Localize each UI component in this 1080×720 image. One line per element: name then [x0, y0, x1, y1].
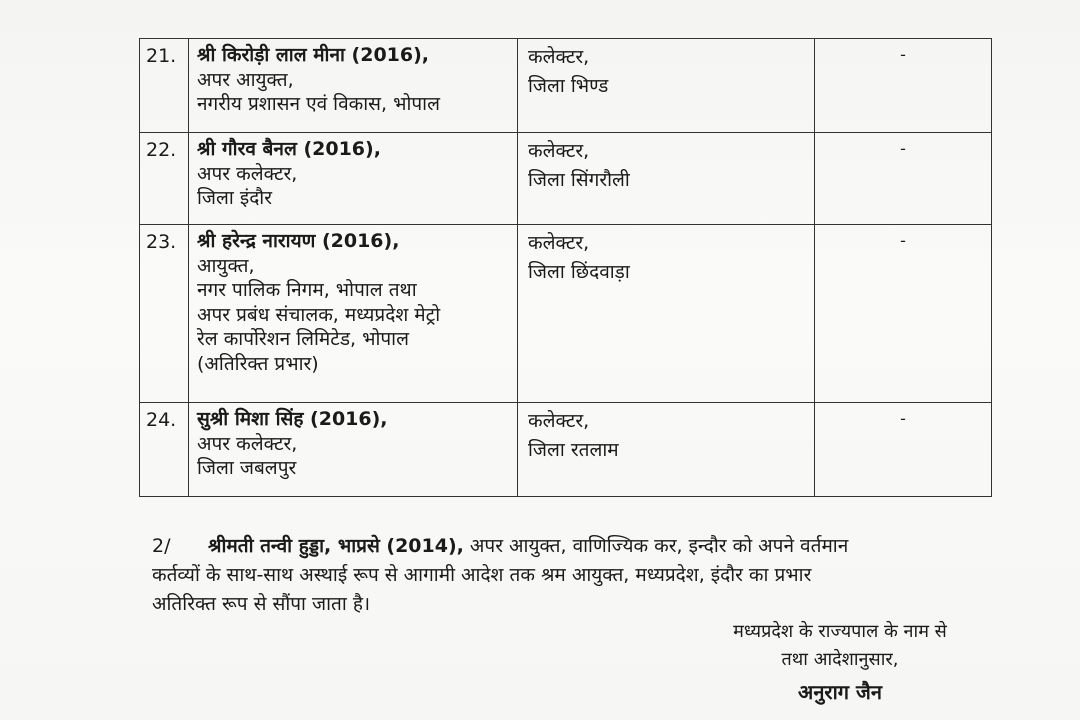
current-post-line: जिला जबलपुर	[197, 457, 297, 479]
table-row	[140, 403, 992, 497]
current-post-line: अपर प्रबंध संचालक, मध्यप्रदेश मेट्रो	[197, 303, 441, 326]
serial-number: 22.	[146, 139, 177, 161]
serial-number: 24.	[146, 409, 177, 431]
officer-name: सुश्री मिशा सिंह (2016),	[197, 408, 388, 430]
remark: -	[900, 409, 906, 428]
paragraph-text: कर्तव्यों के साथ-साथ अस्थाई रूप से आगामी आदेश तक श्रम आयुक्त, मध्यप्रदेश, इंदौर का प्रभार	[152, 564, 812, 586]
signature-block	[690, 618, 990, 706]
new-post-line: जिला रतलाम	[528, 439, 619, 461]
current-post-line: अपर आयुक्त,	[197, 68, 294, 91]
transfer-table	[139, 38, 992, 497]
signatory-name: अनुराग जैन	[798, 680, 882, 704]
current-post-line: अपर कलेक्टर,	[197, 162, 298, 185]
order-paragraph	[152, 532, 988, 619]
table-row	[140, 225, 992, 403]
remark: -	[900, 139, 906, 158]
new-post-line: जिला छिंदवाड़ा	[528, 261, 630, 283]
new-post-line: कलेक्टर,	[528, 410, 590, 432]
paragraph-officer-name: श्रीमती तन्वी हुड्डा, भाप्रसे (2014),	[208, 535, 464, 557]
current-post-line: रेल कार्पोरेशन लिमिटेड, भोपाल	[197, 328, 409, 350]
new-post-line: कलेक्टर,	[528, 232, 590, 254]
remark: -	[900, 231, 906, 250]
officer-name: श्री किरोड़ी लाल मीना (2016),	[197, 44, 430, 66]
new-post-line: कलेक्टर,	[528, 140, 590, 162]
current-post-line: अपर कलेक्टर,	[197, 432, 298, 455]
paragraph-number: 2/	[152, 535, 171, 557]
current-post-line: (अतिरिक्त प्रभार)	[197, 352, 319, 375]
table-row	[140, 39, 992, 133]
serial-number: 23.	[146, 231, 177, 253]
new-post-line: जिला सिंगरौली	[528, 169, 630, 191]
current-post-line: नगर पालिक निगम, भोपाल तथा	[197, 279, 417, 301]
paragraph-text: अपर आयुक्त, वाणिज्यिक कर, इन्दौर को अपने वर्तमान	[463, 535, 849, 557]
signature-line: मध्यप्रदेश के राज्यपाल के नाम से	[733, 621, 947, 642]
remark: -	[900, 45, 906, 64]
new-post-line: जिला भिण्ड	[528, 75, 609, 97]
paragraph-text: अतिरिक्त रूप से सौंपा जाता है।	[152, 593, 371, 615]
current-post-line: जिला इंदौर	[197, 187, 272, 209]
current-post-line: नगरीय प्रशासन एवं विकास, भोपाल	[197, 93, 440, 115]
officer-name: श्री गौरव बैनल (2016),	[197, 138, 381, 160]
current-post-line: आयुक्त,	[197, 254, 255, 277]
table-row	[140, 133, 992, 225]
new-post-line: कलेक्टर,	[528, 46, 590, 68]
signature-line: तथा आदेशानुसार,	[781, 649, 899, 670]
officer-name: श्री हरेन्द्र नारायण (2016),	[197, 230, 400, 252]
serial-number: 21.	[146, 45, 177, 67]
